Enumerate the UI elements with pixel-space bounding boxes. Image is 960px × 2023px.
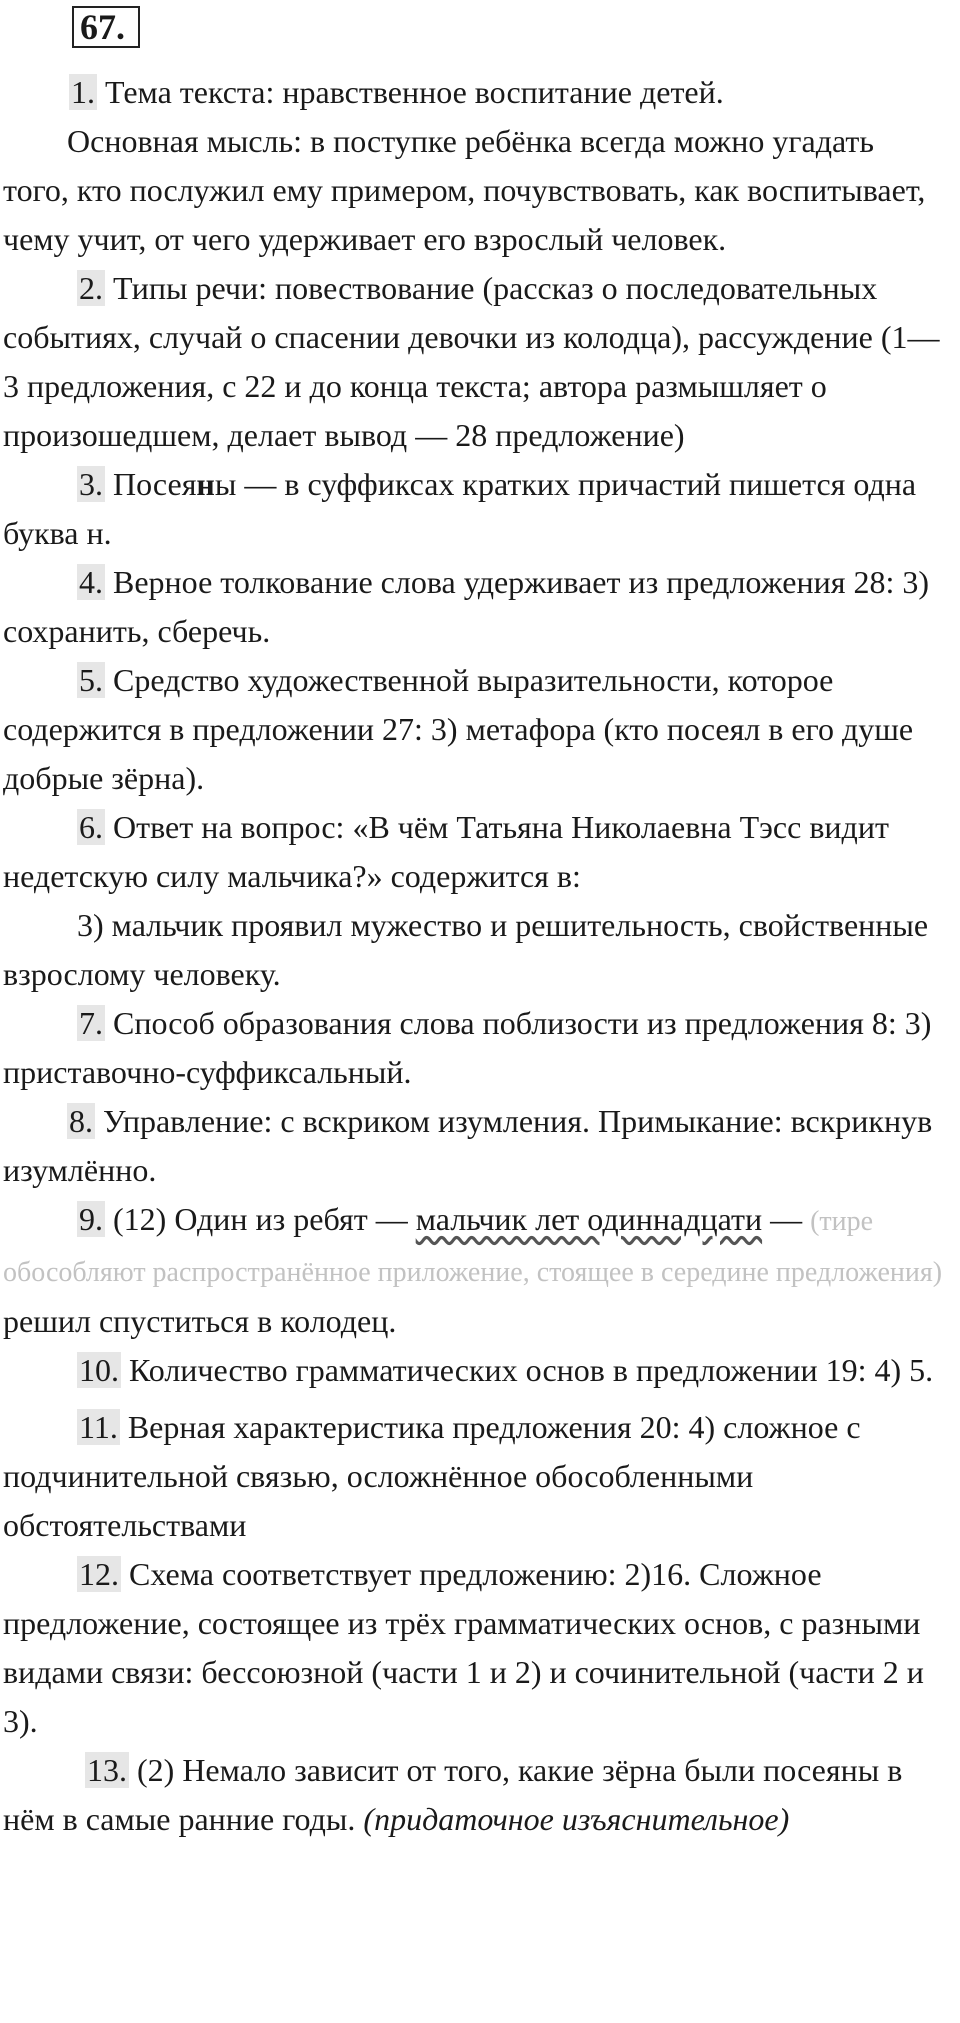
item-number: 5. [79, 662, 103, 698]
item-text: Основная мысль: в поступке ребёнка всегда можно угадать того, кто послужил ему примером, почувствовать, как воспитывает, чему учит, от чего удерживает его взрослый человек. [3, 123, 926, 257]
item-number: 7. [79, 1005, 103, 1041]
underlined-appositive: мальчик лет одиннадцати [415, 1201, 763, 1237]
item-number: 12. [79, 1556, 119, 1592]
item-text: Типы речи: повествование (рассказ о последовательных событиях, случай о спасении девочки из колодца), рассуждение (1—3 предложения, с 22 и до конца текста; автора размышляет о произошедшем, делает вывод — 28 предложение) [3, 270, 940, 453]
item-text: Средство художественной выразительности, которое содержится в предложении 27: 3) метафора (кто посеял в его душе добрые зёрна). [3, 662, 914, 796]
item-number: 3. [79, 466, 103, 502]
task-number: 67. [72, 6, 140, 48]
muted-comment: (тире обособляют распространённое приложение, стоящее в середине предложения) [3, 1206, 943, 1288]
item-text-post: решил спуститься в колодец. [3, 1303, 397, 1339]
answer-item-12 [3, 1550, 943, 1746]
answer-item-4 [3, 558, 943, 656]
item-text: 3) мальчик проявил мужество и решительность, свойственные взрослому человеку. [3, 907, 929, 992]
italic-note: (придаточное изъяснительное) [363, 1801, 790, 1837]
answer-item-9 [3, 1195, 943, 1346]
item-text: Верная характеристика предложения 20: 4) сложное с подчинительной связью, осложнённое обособленными обстоятельствами [3, 1409, 861, 1543]
item-text-pre: (12) Один из ребят — [105, 1201, 416, 1237]
item-number: 1. [71, 74, 95, 110]
item-number: 11. [79, 1409, 118, 1445]
item-number: 4. [79, 564, 103, 600]
item-text: (2) Немало зависит от того, какие зёрна были посеяны в нём в самые ранние годы. [3, 1752, 903, 1837]
item-number: 8. [69, 1103, 93, 1139]
answer-item-6 [3, 803, 943, 901]
item-text: Управление: с вскриком изумления. Примыкание: вскрикнув изумлённо. [3, 1103, 933, 1188]
item-text: Способ образования слова поблизости из предложения 8: 3) приставочно-суффиксальный. [3, 1005, 932, 1090]
answer-item-5 [3, 656, 943, 803]
answer-item-1 [3, 68, 943, 117]
item-text: Количество грамматических основ в предложении 19: 4) 5. [121, 1352, 934, 1388]
item-number: 10. [79, 1352, 119, 1388]
answer-item-11 [3, 1403, 943, 1550]
answer-item-13 [3, 1746, 943, 1844]
answer-content [3, 68, 943, 1844]
item-number: 13. [87, 1752, 127, 1788]
item-text: Ответ на вопрос: «В чём Татьяна Николаевна Тэсс видит недетскую силу мальчика?» содержится в: [3, 809, 889, 894]
item-number: 9. [79, 1201, 103, 1237]
answer-item-10 [3, 1346, 943, 1395]
item-number: 2. [79, 270, 103, 306]
answer-item-7 [3, 999, 943, 1097]
item-text: Схема соответствует предложению: 2)16. Сложное предложение, состоящее из трёх грамматических основ, с разными видами связи: бессоюзной (части 1 и 2) и сочинительной (части 2 и 3). [3, 1556, 924, 1739]
item-text-dash: — [762, 1201, 811, 1237]
item-number: 6. [79, 809, 103, 845]
answer-item-2 [3, 264, 943, 460]
answer-item-6-option [3, 901, 943, 999]
item-text: Верное толкование слова удерживает из предложения 28: 3) сохранить, сберечь. [3, 564, 930, 649]
item-text-post: ы — в суффиксах кратких причастий пишется одна буква н. [3, 466, 917, 551]
item-text: Тема текста: нравственное воспитание детей. [97, 74, 724, 110]
answer-item-3 [3, 460, 943, 558]
item-text-bold: н [196, 466, 215, 502]
answer-item-8 [3, 1097, 943, 1195]
item-text-pre: Посея [105, 466, 197, 502]
answer-main-idea [3, 117, 943, 264]
